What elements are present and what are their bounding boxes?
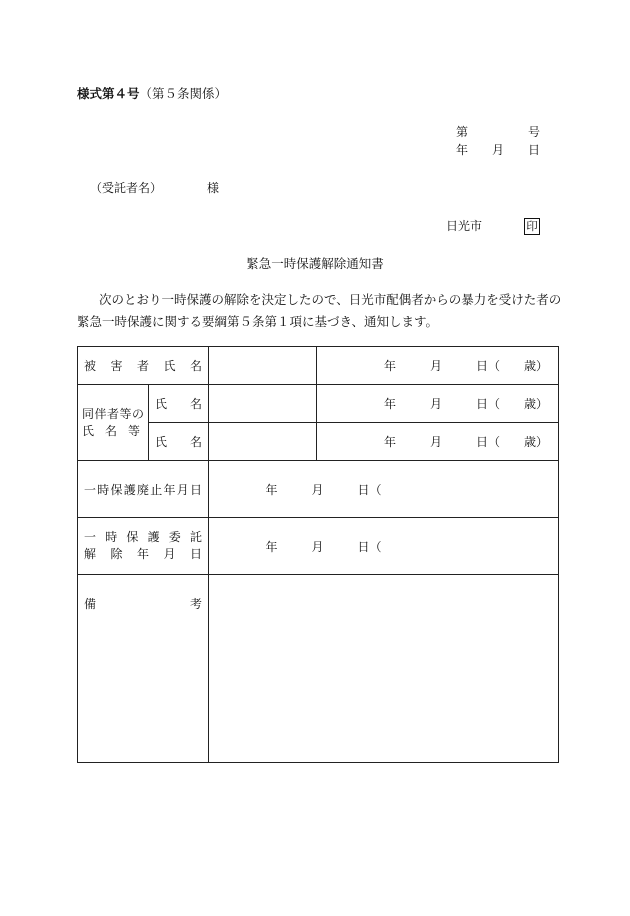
- companion-name-field-1[interactable]: [209, 385, 317, 423]
- companion-name-label-2: 氏名: [149, 423, 209, 461]
- abolition-date-field[interactable]: 年 月 日（: [209, 461, 559, 518]
- release-row: [78, 518, 559, 575]
- remarks-row: [78, 575, 559, 763]
- victim-birthdate-field[interactable]: 年 月 日（ 歳）: [317, 347, 559, 385]
- addressee-honorific: 様: [207, 181, 220, 195]
- victim-name-label: 被害者氏名: [78, 347, 209, 385]
- companion-label: 同伴者等の 氏名等: [78, 385, 149, 461]
- addressee-label: （受託者名）: [90, 181, 163, 195]
- form-label: 様式第４号: [77, 86, 140, 101]
- companion-row-2: [78, 423, 559, 461]
- companion-row-1: [78, 385, 559, 423]
- document-title: 緊急一時保護解除通知書: [246, 256, 384, 271]
- seal-text: 印: [524, 218, 540, 235]
- companion-birthdate-field-2[interactable]: 年 月 日（ 歳）: [317, 423, 559, 461]
- issue-month-label: 月: [492, 143, 505, 157]
- form-reference: （第５条関係）: [139, 86, 228, 101]
- issue-year-label: 年: [456, 143, 469, 157]
- issuer-name: 日光市: [446, 219, 483, 233]
- number-suffix: 号: [528, 125, 541, 139]
- form-number: [77, 84, 227, 102]
- victim-row: [78, 347, 559, 385]
- number-prefix: 第: [456, 125, 469, 139]
- issue-day-label: 日: [528, 143, 541, 157]
- companion-birthdate-field-1[interactable]: 年 月 日（ 歳）: [317, 385, 559, 423]
- release-date-field[interactable]: 年 月 日（: [209, 518, 559, 575]
- remarks-field[interactable]: [209, 575, 559, 763]
- victim-name-field[interactable]: [209, 347, 317, 385]
- remarks-label: 備考: [78, 575, 209, 763]
- companion-name-label-1: 氏名: [149, 385, 209, 423]
- seal-mark: [524, 215, 540, 235]
- document-body: 次のとおり一時保護の解除を決定したので、日光市配偶者からの暴力を受けた者の緊急一時保護に関する要綱第５条第１項に基づき、通知します。: [77, 292, 562, 329]
- form-table: [77, 346, 559, 763]
- companion-name-field-2[interactable]: [209, 423, 317, 461]
- abolition-row: [78, 461, 559, 518]
- release-date-label: 一時保護委託 解除年月日: [78, 518, 209, 575]
- abolition-date-label: 一時保護廃止年月日: [78, 461, 209, 518]
